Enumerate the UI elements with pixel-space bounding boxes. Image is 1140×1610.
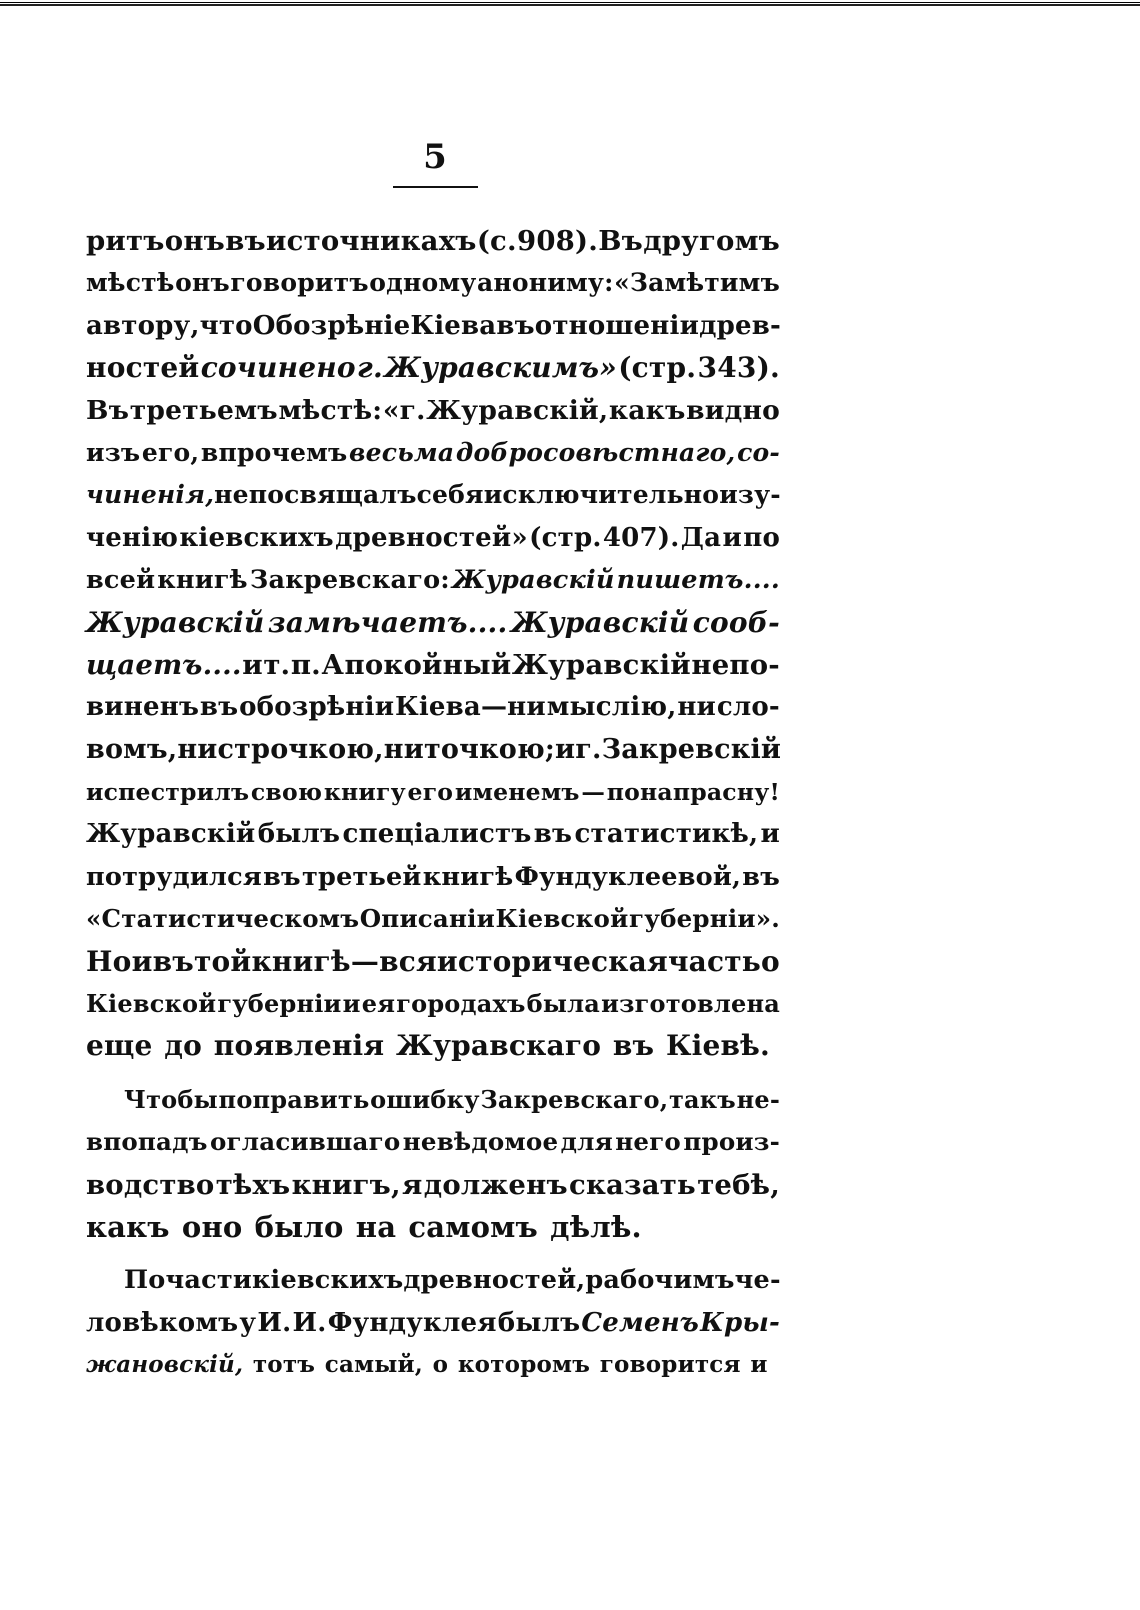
- word: для: [560, 1127, 613, 1157]
- word: и: [760, 819, 780, 850]
- word: посвящалъ: [248, 480, 417, 510]
- word: тотъ: [252, 1351, 316, 1379]
- word: испестрилъ: [86, 778, 250, 807]
- text-line: [86, 262, 780, 304]
- italic-word: Журавскимъ»: [384, 351, 617, 385]
- text-line: [86, 856, 780, 898]
- word: историческая: [436, 944, 668, 978]
- word: непо-: [691, 648, 780, 681]
- word: ловѣкомъ: [86, 1307, 239, 1338]
- word: спеціалистъ: [342, 819, 532, 850]
- word: дѣлѣ.: [550, 1209, 642, 1244]
- word: третьей: [302, 861, 422, 892]
- word: впопадъ: [86, 1127, 208, 1157]
- word: о: [432, 1351, 449, 1379]
- italic-word: добросовѣстнаго,: [455, 437, 736, 467]
- word: (стр.: [529, 522, 602, 553]
- word: 343).: [697, 351, 780, 385]
- word: Описаніи: [359, 904, 496, 934]
- word: поправить: [218, 1084, 370, 1114]
- italic-word: весьма: [349, 437, 455, 467]
- word: ритъ: [86, 225, 165, 257]
- word: Чтобы: [124, 1084, 218, 1114]
- word: въ: [533, 819, 573, 850]
- text-line: [86, 983, 780, 1025]
- italic-word: сочинено: [200, 351, 356, 385]
- word: на: [355, 1209, 397, 1244]
- body-text: [86, 220, 780, 1387]
- word: него: [615, 1127, 681, 1157]
- word: древностей»: [335, 522, 528, 553]
- word: въ: [263, 861, 301, 892]
- italic-word: щаетъ....: [86, 648, 242, 681]
- word: книгѣ: [422, 861, 514, 892]
- italic-word: г.: [357, 351, 383, 385]
- word: Кіева: [410, 310, 497, 341]
- word: огласившаго: [210, 1127, 401, 1157]
- word: была: [526, 989, 600, 1019]
- word: 908).: [517, 225, 598, 257]
- text-line: [86, 813, 780, 855]
- page-number: 5: [423, 137, 447, 177]
- word: себя: [416, 480, 484, 510]
- word: (с.: [476, 225, 517, 257]
- word: «Замѣтимъ: [614, 268, 780, 298]
- text-line: [86, 729, 780, 771]
- word: и: [555, 733, 576, 765]
- italic-word: замѣчаетъ....: [267, 605, 508, 639]
- word: его: [407, 778, 454, 807]
- text-line: [86, 1344, 780, 1386]
- word: статистикѣ,: [574, 819, 759, 850]
- word: третьемъ: [129, 394, 278, 426]
- word: книгу: [323, 778, 406, 807]
- word: самомъ: [408, 1209, 538, 1244]
- word: книгѣ: [157, 565, 248, 596]
- italic-word: со-: [737, 437, 780, 467]
- word: и: [722, 522, 742, 553]
- text-line: [86, 1164, 780, 1206]
- word: вся: [379, 944, 437, 978]
- word: п.: [290, 648, 321, 681]
- word: вомъ,: [86, 733, 178, 765]
- word: И.: [257, 1307, 292, 1338]
- word: виненъ: [86, 692, 200, 723]
- italic-word: жановскій,: [86, 1351, 244, 1379]
- word: И.: [292, 1307, 327, 1338]
- word: долженъ: [423, 1168, 568, 1201]
- word: впрочемъ: [200, 437, 348, 467]
- word: части: [165, 1265, 252, 1296]
- word: источникахъ: [266, 225, 477, 257]
- text-line: [86, 1259, 780, 1301]
- word: Закревскій: [601, 733, 782, 765]
- word: Въ: [598, 225, 643, 257]
- word: до: [164, 1029, 203, 1063]
- word: точкою;: [423, 733, 556, 765]
- word: Закревскаго,: [480, 1084, 669, 1114]
- word: ни: [177, 733, 218, 765]
- italic-word: Журавскій: [451, 565, 615, 596]
- word: по: [743, 522, 780, 553]
- word: всей: [86, 565, 156, 596]
- word: древностей,: [403, 1265, 586, 1296]
- word: автору,: [86, 310, 200, 341]
- paragraph: [86, 1079, 780, 1249]
- word: какъ: [608, 394, 686, 426]
- text-line: [86, 1206, 780, 1248]
- text-line: [86, 1025, 780, 1067]
- word: о: [761, 944, 780, 978]
- text-line: [86, 898, 780, 940]
- word: Кіевѣ.: [665, 1029, 770, 1063]
- word: книгѣ: [251, 944, 351, 978]
- word: одному: [369, 268, 477, 298]
- word: древ-: [699, 310, 782, 341]
- word: Журавскій: [511, 648, 691, 681]
- word: онъ: [164, 225, 225, 257]
- text-line: [86, 602, 780, 644]
- word: былъ: [257, 819, 341, 850]
- text-line: [86, 390, 780, 432]
- word: тѣхъ: [215, 1168, 291, 1201]
- word: въ: [225, 225, 266, 257]
- word: обозрѣніи: [239, 692, 395, 723]
- word: произ-: [683, 1127, 780, 1157]
- word: въ: [496, 310, 535, 341]
- word: было: [254, 1209, 344, 1244]
- word: его,: [141, 437, 200, 467]
- word: самый,: [324, 1351, 424, 1379]
- text-line: [86, 559, 780, 601]
- word: (стр.: [618, 351, 697, 385]
- italic-word: чиненія,: [86, 480, 215, 510]
- word: тебѣ,: [697, 1168, 780, 1201]
- word: у: [239, 1307, 257, 1338]
- text-line: [86, 1302, 780, 1344]
- word: сло-: [716, 692, 780, 723]
- word: ностей: [86, 351, 200, 385]
- text-line: [86, 686, 780, 728]
- word: невѣдомое: [402, 1127, 559, 1157]
- italic-word: Журавскій: [86, 605, 265, 639]
- word: и: [242, 648, 263, 681]
- word: Въ: [86, 394, 130, 426]
- text-line: [86, 1121, 780, 1163]
- word: водство: [86, 1168, 215, 1201]
- word: говоритъ: [230, 268, 369, 298]
- word: губерніи: [217, 989, 342, 1019]
- word: часть: [667, 944, 761, 978]
- word: сказать: [569, 1168, 696, 1201]
- word: отношеніи: [534, 310, 700, 341]
- paragraph: [86, 1259, 780, 1386]
- text-line: [86, 305, 780, 347]
- word: и: [342, 989, 361, 1019]
- word: Фундуклея: [327, 1307, 497, 1338]
- word: былъ: [497, 1307, 581, 1338]
- word: той: [193, 944, 252, 978]
- word: Кіевской: [495, 904, 629, 934]
- word: говорится: [599, 1351, 741, 1379]
- word: А: [321, 648, 345, 681]
- word: исключительно: [483, 480, 720, 510]
- page-number-underline: [393, 186, 478, 188]
- word: ни: [677, 692, 717, 723]
- text-line: [86, 771, 780, 813]
- word: видно: [686, 394, 780, 426]
- word: въ: [742, 861, 780, 892]
- word: что: [199, 310, 253, 341]
- word: г.: [575, 733, 602, 765]
- top-border-rule: [0, 2, 1140, 6]
- word: Журавскій: [86, 819, 256, 850]
- word: свою: [250, 778, 323, 807]
- word: Журавскаго: [396, 1029, 602, 1063]
- word: которомъ: [457, 1351, 591, 1379]
- word: въ: [612, 1029, 655, 1063]
- italic-word: Журавскій: [510, 605, 690, 639]
- word: другомъ: [643, 225, 780, 257]
- word: я: [402, 1168, 423, 1201]
- word: потрудился: [86, 861, 262, 892]
- text-line: [86, 1079, 780, 1121]
- italic-word: пишетъ....: [616, 565, 780, 596]
- word: По: [124, 1265, 166, 1296]
- word: появленія: [213, 1029, 385, 1063]
- word: Журавскій,: [426, 394, 609, 426]
- word: Да: [680, 522, 722, 553]
- word: губерніи».: [628, 904, 780, 934]
- word: онъ: [175, 268, 230, 298]
- word: «г.: [382, 394, 426, 426]
- word: Но: [86, 944, 132, 978]
- text-line: [86, 432, 780, 474]
- word: въ: [199, 692, 239, 723]
- word: ошибку: [370, 1084, 480, 1114]
- word: —: [581, 778, 606, 807]
- word: книгъ,: [291, 1168, 401, 1201]
- word: Кіевской: [86, 989, 217, 1019]
- word: «Статистическомъ: [86, 904, 360, 934]
- word: мѣстѣ: [86, 268, 175, 298]
- italic-word: Семенъ: [581, 1307, 699, 1338]
- text-line: [86, 220, 780, 262]
- word: не: [214, 480, 249, 510]
- text-line: [86, 347, 780, 389]
- word: и: [131, 944, 153, 978]
- word: Закревскаго:: [249, 565, 450, 596]
- italic-word: сооб-: [692, 605, 780, 639]
- text-line: [86, 644, 780, 686]
- word: понапрасну!: [606, 778, 780, 807]
- word: городахъ: [396, 989, 526, 1019]
- text-line: [86, 517, 780, 559]
- word: кіевскихъ: [179, 522, 334, 553]
- word: мыслію,: [546, 692, 677, 723]
- word: именемъ: [454, 778, 580, 807]
- word: покойный: [344, 648, 512, 681]
- word: Фундуклеевой,: [514, 861, 742, 892]
- word: че-: [734, 1265, 781, 1296]
- word: анониму:: [477, 268, 614, 298]
- italic-word: Кры-: [700, 1307, 780, 1338]
- word: изготовлена: [601, 989, 780, 1019]
- word: изъ: [86, 437, 141, 467]
- word: ченію: [86, 522, 179, 553]
- word: строчкою,: [217, 733, 384, 765]
- word: какъ: [86, 1209, 170, 1244]
- word: оно: [181, 1209, 243, 1244]
- word: 407).: [602, 522, 680, 553]
- text-line: [86, 474, 780, 516]
- word: не-: [736, 1084, 780, 1114]
- word: такъ: [668, 1084, 736, 1114]
- word: въ: [152, 944, 194, 978]
- word: еще: [86, 1029, 153, 1063]
- word: Кіева—ни: [395, 692, 546, 723]
- word: Обозрѣніе: [252, 310, 411, 341]
- word: —: [350, 944, 380, 978]
- text-line: [86, 941, 780, 983]
- word: т.: [263, 648, 291, 681]
- word: мѣстѣ:: [278, 394, 383, 426]
- word: ея: [361, 989, 396, 1019]
- word: ни: [383, 733, 424, 765]
- word: изу-: [719, 480, 781, 510]
- paragraph: [86, 220, 780, 1068]
- word: и: [750, 1351, 768, 1379]
- word: рабочимъ: [585, 1265, 735, 1296]
- word: кіевскихъ: [251, 1265, 404, 1296]
